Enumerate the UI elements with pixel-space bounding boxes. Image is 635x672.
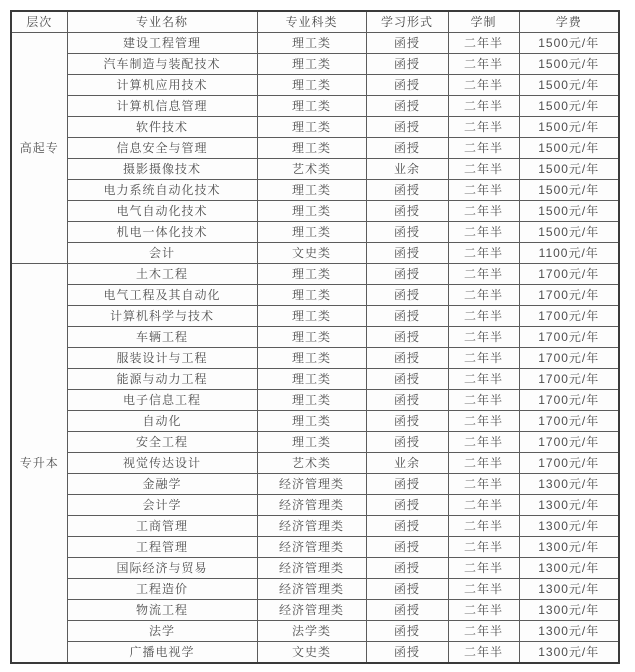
table-row: [11, 579, 619, 600]
category-cell: 经济管理类: [257, 579, 366, 600]
category-cell: 理工类: [257, 306, 366, 327]
table-row: [11, 75, 619, 96]
duration-cell: 二年半: [448, 159, 519, 180]
category-cell: 理工类: [257, 327, 366, 348]
mode-cell: 函授: [366, 642, 448, 664]
level-cell: 专升本: [11, 264, 67, 664]
duration-cell: 二年半: [448, 264, 519, 285]
mode-cell: 函授: [366, 348, 448, 369]
fee-cell: 1300元/年: [519, 537, 619, 558]
duration-cell: 二年半: [448, 579, 519, 600]
major-cell: 工商管理: [67, 516, 257, 537]
duration-cell: 二年半: [448, 495, 519, 516]
major-cell: 安全工程: [67, 432, 257, 453]
category-cell: 经济管理类: [257, 516, 366, 537]
category-cell: 理工类: [257, 201, 366, 222]
major-cell: 会计: [67, 243, 257, 264]
table-row: [11, 348, 619, 369]
category-cell: 理工类: [257, 369, 366, 390]
major-cell: 国际经济与贸易: [67, 558, 257, 579]
major-cell: 计算机科学与技术: [67, 306, 257, 327]
category-cell: 文史类: [257, 642, 366, 664]
duration-cell: 二年半: [448, 474, 519, 495]
major-cell: 工程管理: [67, 537, 257, 558]
mode-cell: 函授: [366, 138, 448, 159]
header-category: 专业科类: [257, 11, 366, 33]
fee-cell: 1500元/年: [519, 222, 619, 243]
major-cell: 金融学: [67, 474, 257, 495]
fee-cell: 1500元/年: [519, 180, 619, 201]
fee-cell: 1300元/年: [519, 600, 619, 621]
mode-cell: 函授: [366, 390, 448, 411]
mode-cell: 函授: [366, 264, 448, 285]
category-cell: 理工类: [257, 117, 366, 138]
enrollment-programs-table-container: [10, 10, 620, 664]
mode-cell: 函授: [366, 579, 448, 600]
major-cell: 计算机应用技术: [67, 75, 257, 96]
table-row: [11, 306, 619, 327]
category-cell: 经济管理类: [257, 558, 366, 579]
header-row: [11, 11, 619, 33]
header-fee: 学费: [519, 11, 619, 33]
table-row: [11, 453, 619, 474]
fee-cell: 1300元/年: [519, 621, 619, 642]
mode-cell: 函授: [366, 600, 448, 621]
major-cell: 土木工程: [67, 264, 257, 285]
duration-cell: 二年半: [448, 180, 519, 201]
mode-cell: 函授: [366, 474, 448, 495]
table-row: [11, 180, 619, 201]
duration-cell: 二年半: [448, 285, 519, 306]
fee-cell: 1500元/年: [519, 159, 619, 180]
major-cell: 法学: [67, 621, 257, 642]
mode-cell: 函授: [366, 33, 448, 54]
table-row: [11, 96, 619, 117]
fee-cell: 1300元/年: [519, 579, 619, 600]
duration-cell: 二年半: [448, 306, 519, 327]
header-duration: 学制: [448, 11, 519, 33]
fee-cell: 1300元/年: [519, 495, 619, 516]
category-cell: 理工类: [257, 432, 366, 453]
category-cell: 理工类: [257, 54, 366, 75]
category-cell: 经济管理类: [257, 600, 366, 621]
duration-cell: 二年半: [448, 201, 519, 222]
table-row: [11, 264, 619, 285]
major-cell: 汽车制造与装配技术: [67, 54, 257, 75]
duration-cell: 二年半: [448, 117, 519, 138]
major-cell: 会计学: [67, 495, 257, 516]
header-mode: 学习形式: [366, 11, 448, 33]
mode-cell: 函授: [366, 54, 448, 75]
major-cell: 自动化: [67, 411, 257, 432]
mode-cell: 函授: [366, 327, 448, 348]
table-row: [11, 117, 619, 138]
fee-cell: 1300元/年: [519, 516, 619, 537]
duration-cell: 二年半: [448, 537, 519, 558]
fee-cell: 1700元/年: [519, 390, 619, 411]
fee-cell: 1500元/年: [519, 117, 619, 138]
mode-cell: 函授: [366, 558, 448, 579]
mode-cell: 函授: [366, 621, 448, 642]
major-cell: 工程造价: [67, 579, 257, 600]
mode-cell: 函授: [366, 369, 448, 390]
category-cell: 理工类: [257, 348, 366, 369]
table-row: [11, 390, 619, 411]
duration-cell: 二年半: [448, 411, 519, 432]
table-row: [11, 495, 619, 516]
table-row: [11, 537, 619, 558]
mode-cell: 函授: [366, 495, 448, 516]
table-row: [11, 159, 619, 180]
duration-cell: 二年半: [448, 642, 519, 664]
duration-cell: 二年半: [448, 453, 519, 474]
duration-cell: 二年半: [448, 432, 519, 453]
category-cell: 理工类: [257, 180, 366, 201]
category-cell: 理工类: [257, 264, 366, 285]
table-body: [11, 33, 619, 664]
duration-cell: 二年半: [448, 369, 519, 390]
duration-cell: 二年半: [448, 75, 519, 96]
mode-cell: 函授: [366, 432, 448, 453]
table-row: [11, 411, 619, 432]
major-cell: 电气工程及其自动化: [67, 285, 257, 306]
major-cell: 机电一体化技术: [67, 222, 257, 243]
major-cell: 电力系统自动化技术: [67, 180, 257, 201]
fee-cell: 1700元/年: [519, 432, 619, 453]
duration-cell: 二年半: [448, 54, 519, 75]
major-cell: 物流工程: [67, 600, 257, 621]
fee-cell: 1700元/年: [519, 285, 619, 306]
duration-cell: 二年半: [448, 390, 519, 411]
duration-cell: 二年半: [448, 558, 519, 579]
header-major: 专业名称: [67, 11, 257, 33]
fee-cell: 1500元/年: [519, 54, 619, 75]
fee-cell: 1500元/年: [519, 138, 619, 159]
table-row: [11, 54, 619, 75]
major-cell: 视觉传达设计: [67, 453, 257, 474]
major-cell: 计算机信息管理: [67, 96, 257, 117]
fee-cell: 1500元/年: [519, 75, 619, 96]
fee-cell: 1700元/年: [519, 411, 619, 432]
level-cell: 高起专: [11, 33, 67, 264]
fee-cell: 1300元/年: [519, 558, 619, 579]
mode-cell: 函授: [366, 285, 448, 306]
mode-cell: 函授: [366, 306, 448, 327]
mode-cell: 业余: [366, 159, 448, 180]
table-row: [11, 621, 619, 642]
table-row: [11, 474, 619, 495]
fee-cell: 1700元/年: [519, 348, 619, 369]
table-row: [11, 285, 619, 306]
fee-cell: 1700元/年: [519, 369, 619, 390]
fee-cell: 1300元/年: [519, 474, 619, 495]
major-cell: 摄影摄像技术: [67, 159, 257, 180]
major-cell: 建设工程管理: [67, 33, 257, 54]
major-cell: 软件技术: [67, 117, 257, 138]
major-cell: 服装设计与工程: [67, 348, 257, 369]
category-cell: 理工类: [257, 390, 366, 411]
table-row: [11, 369, 619, 390]
mode-cell: 业余: [366, 453, 448, 474]
table-row: [11, 33, 619, 54]
duration-cell: 二年半: [448, 348, 519, 369]
table-row: [11, 600, 619, 621]
category-cell: 理工类: [257, 75, 366, 96]
fee-cell: 1100元/年: [519, 243, 619, 264]
fee-cell: 1500元/年: [519, 33, 619, 54]
duration-cell: 二年半: [448, 222, 519, 243]
fee-cell: 1700元/年: [519, 453, 619, 474]
mode-cell: 函授: [366, 180, 448, 201]
mode-cell: 函授: [366, 96, 448, 117]
category-cell: 理工类: [257, 285, 366, 306]
mode-cell: 函授: [366, 117, 448, 138]
table-row: [11, 642, 619, 664]
mode-cell: 函授: [366, 201, 448, 222]
category-cell: 理工类: [257, 411, 366, 432]
mode-cell: 函授: [366, 75, 448, 96]
table-row: [11, 558, 619, 579]
mode-cell: 函授: [366, 411, 448, 432]
mode-cell: 函授: [366, 222, 448, 243]
category-cell: 经济管理类: [257, 474, 366, 495]
table-row: [11, 243, 619, 264]
category-cell: 理工类: [257, 96, 366, 117]
table-row: [11, 432, 619, 453]
major-cell: 车辆工程: [67, 327, 257, 348]
fee-cell: 1500元/年: [519, 201, 619, 222]
category-cell: 理工类: [257, 138, 366, 159]
fee-cell: 1500元/年: [519, 96, 619, 117]
table-row: [11, 327, 619, 348]
mode-cell: 函授: [366, 537, 448, 558]
category-cell: 文史类: [257, 243, 366, 264]
fee-cell: 1700元/年: [519, 306, 619, 327]
mode-cell: 函授: [366, 243, 448, 264]
table-row: [11, 222, 619, 243]
header-level: 层次: [11, 11, 67, 33]
table-row: [11, 138, 619, 159]
duration-cell: 二年半: [448, 138, 519, 159]
fee-cell: 1700元/年: [519, 264, 619, 285]
major-cell: 广播电视学: [67, 642, 257, 664]
duration-cell: 二年半: [448, 327, 519, 348]
major-cell: 电气自动化技术: [67, 201, 257, 222]
major-cell: 信息安全与管理: [67, 138, 257, 159]
duration-cell: 二年半: [448, 621, 519, 642]
duration-cell: 二年半: [448, 243, 519, 264]
category-cell: 经济管理类: [257, 495, 366, 516]
duration-cell: 二年半: [448, 96, 519, 117]
table-row: [11, 201, 619, 222]
mode-cell: 函授: [366, 516, 448, 537]
category-cell: 理工类: [257, 33, 366, 54]
duration-cell: 二年半: [448, 33, 519, 54]
fee-cell: 1700元/年: [519, 327, 619, 348]
category-cell: 艺术类: [257, 159, 366, 180]
category-cell: 理工类: [257, 222, 366, 243]
category-cell: 法学类: [257, 621, 366, 642]
major-cell: 电子信息工程: [67, 390, 257, 411]
enrollment-programs-table: [10, 10, 620, 664]
fee-cell: 1300元/年: [519, 642, 619, 664]
duration-cell: 二年半: [448, 600, 519, 621]
table-row: [11, 516, 619, 537]
category-cell: 艺术类: [257, 453, 366, 474]
table-header: [11, 11, 619, 33]
duration-cell: 二年半: [448, 516, 519, 537]
major-cell: 能源与动力工程: [67, 369, 257, 390]
category-cell: 经济管理类: [257, 537, 366, 558]
